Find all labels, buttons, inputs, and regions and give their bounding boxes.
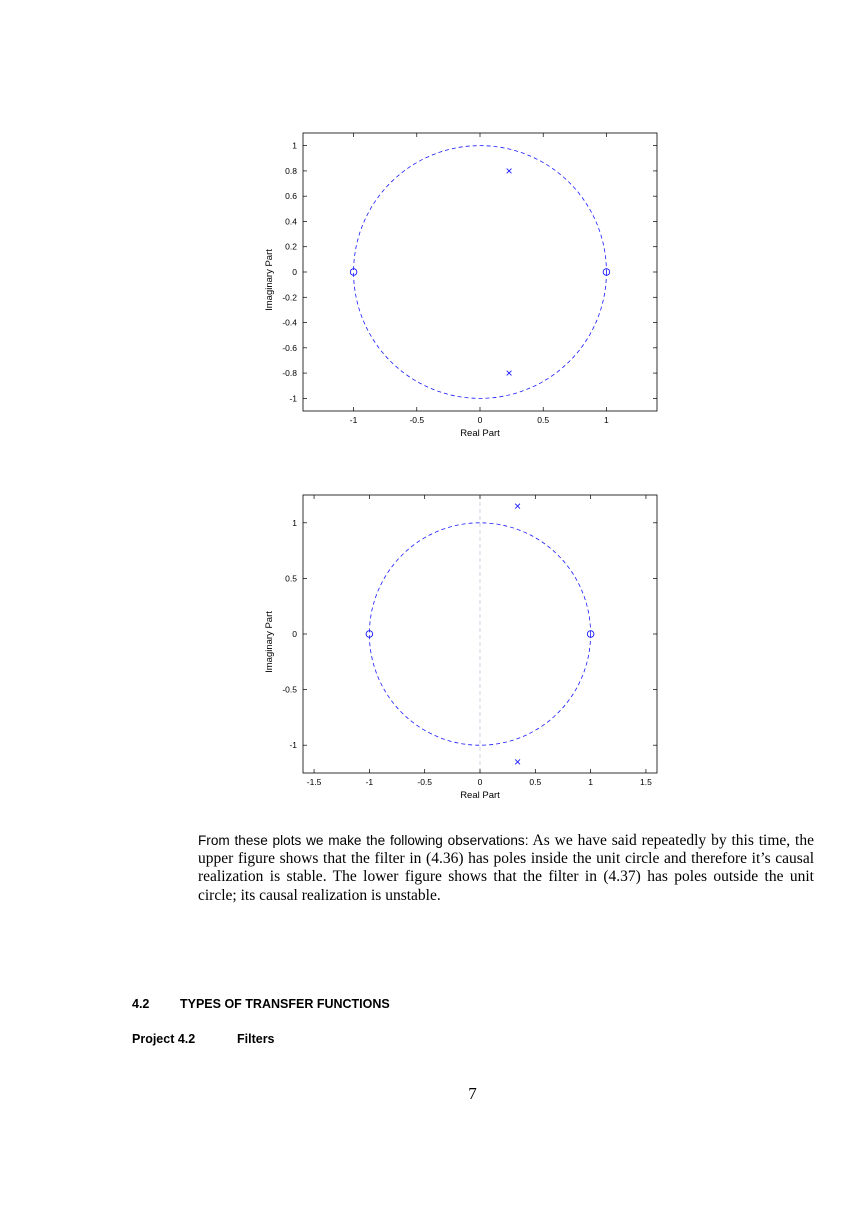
x-axis-label: Real Part <box>460 428 500 439</box>
axes-frame <box>303 133 657 411</box>
x-tick-label: -0.5 <box>409 415 425 425</box>
x-axis-label: Real Part <box>460 790 500 801</box>
axes-frame <box>303 495 657 773</box>
pole-marker <box>507 169 512 174</box>
y-tick-label: -0.8 <box>282 368 297 379</box>
x-tick-label: -0.5 <box>417 777 433 787</box>
pole-zero-plot-lower <box>264 495 657 801</box>
pole-marker <box>507 371 512 376</box>
pole-zero-plot-upper <box>264 133 657 439</box>
observations-lead: From these plots we make the following observations: <box>198 833 529 848</box>
section-heading <box>132 997 390 1011</box>
x-tick-label: 0.5 <box>537 415 550 425</box>
section-number: 4.2 <box>132 997 150 1011</box>
x-tick-label: 1 <box>588 777 593 787</box>
project-heading <box>132 1032 275 1046</box>
y-tick-label: -1 <box>289 740 297 751</box>
project-label: Project 4.2 <box>132 1032 196 1046</box>
y-tick-label: -0.4 <box>282 317 297 328</box>
y-axis-label: Imaginary Part <box>264 249 275 311</box>
unit-circle <box>369 523 590 745</box>
project-title: Filters <box>237 1032 275 1046</box>
y-tick-label: 0.8 <box>285 165 297 176</box>
y-tick-label: 0.4 <box>285 216 297 227</box>
page-number: 7 <box>468 1084 477 1103</box>
x-tick-label: -1 <box>365 777 374 787</box>
y-axis-label: Imaginary Part <box>264 611 275 673</box>
y-tick-label: 0.2 <box>285 241 297 252</box>
observations-body: As we have said repeatedly by this time, the upper figure shows that the filter in (4.36) has poles inside the unit circle and therefore it’s causal realization is stable. The lower figure shows that the filter in (4.37) has poles outside the unit circle; its causal realization is unstable. <box>198 832 814 904</box>
x-tick-label: -1 <box>349 415 358 425</box>
x-tick-label: 0 <box>477 415 483 425</box>
observations-paragraph <box>198 832 814 905</box>
unit-circle <box>354 146 607 399</box>
x-tick-label: -1.5 <box>306 777 322 787</box>
x-tick-label: 0.5 <box>529 777 542 787</box>
y-tick-label: 0.6 <box>285 191 297 202</box>
y-tick-label: 1 <box>292 140 297 151</box>
x-tick-label: 1 <box>604 415 609 425</box>
y-tick-label: -0.5 <box>282 684 297 695</box>
pole-marker <box>515 759 520 764</box>
y-tick-label: -1 <box>289 393 297 404</box>
section-title: TYPES OF TRANSFER FUNCTIONS <box>180 997 390 1011</box>
y-tick-label: 1 <box>292 517 297 528</box>
y-tick-label: 0.5 <box>285 573 297 584</box>
y-tick-label: 0 <box>292 629 297 639</box>
y-tick-label: 0 <box>292 267 297 277</box>
pole-marker <box>515 504 520 509</box>
x-tick-label: 0 <box>477 777 483 787</box>
y-tick-label: -0.2 <box>282 292 297 303</box>
y-tick-label: -0.6 <box>282 342 297 353</box>
x-tick-label: 1.5 <box>640 777 652 787</box>
